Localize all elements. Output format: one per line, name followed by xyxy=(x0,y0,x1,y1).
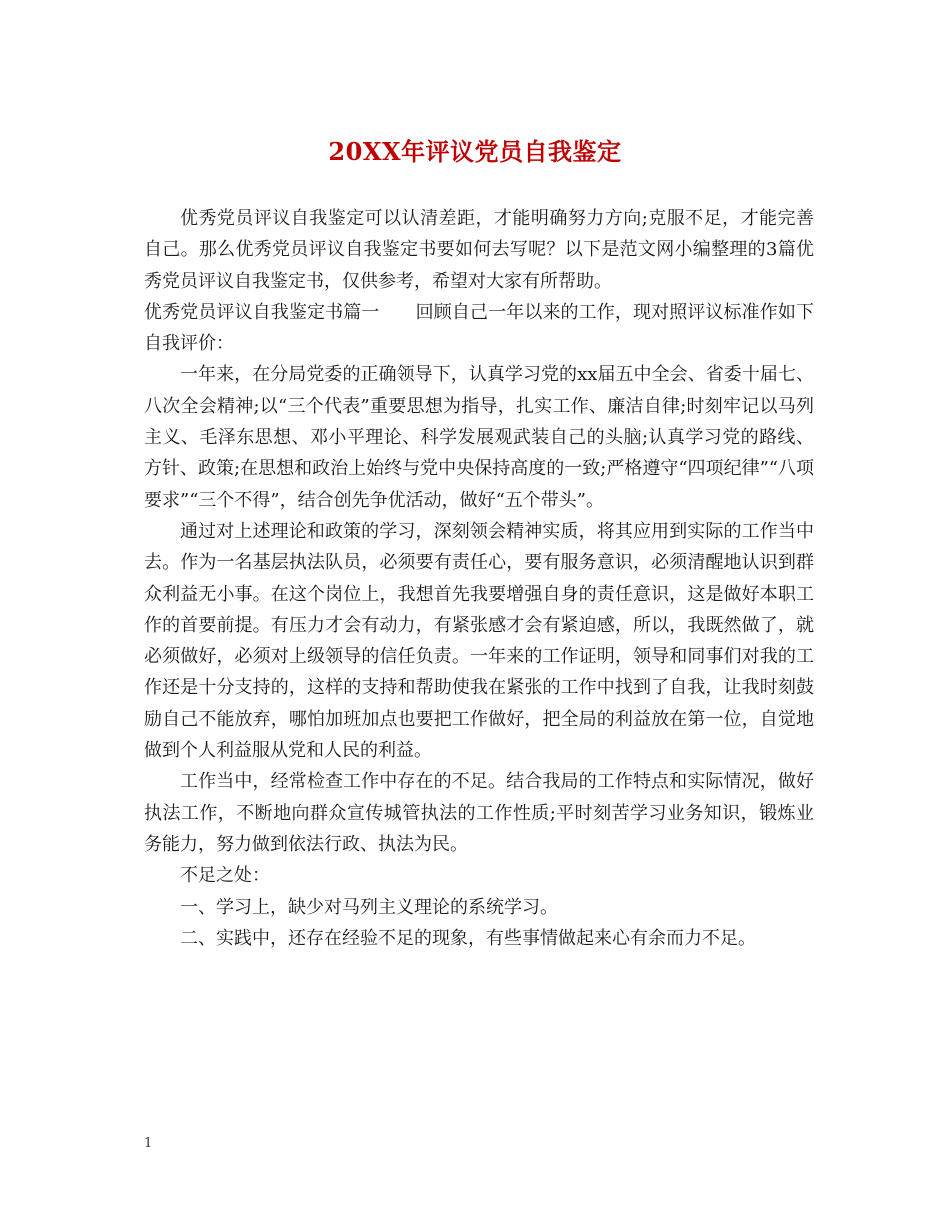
paragraph-study: 一年来，在分局党委的正确领导下，认真学习党的xx届五中全会、省委十届七、八次全会精神;以“三个代表”重要思想为指导，扎实工作、廉洁自律;时刻牢记以马列主义、毛泽东思想、邓小平理论、科学发展观武装自己的头脑;认真学习党的路线、方针、政策;在思想和政治上始终与党中央保持高度的一致;严格遵守“四项纪律”“八项要求”“三个不得”，结合创先争优活动，做好“五个带头”。 xyxy=(144,364,814,511)
paragraph-shortcoming-2: 二、实践中，还存在经验不足的现象，有些事情做起来心有余而力不足。 xyxy=(180,927,756,949)
document-body xyxy=(144,203,814,954)
paragraph-section-heading: 优秀党员评议自我鉴定书篇一 回顾自己一年以来的工作，现对照评议标准作如下自我评价： xyxy=(144,301,814,355)
paragraph-intro: 优秀党员评议自我鉴定可以认清差距，才能明确努力方向;克服不足，才能完善自己。那么优秀党员评议自我鉴定书要如何去写呢？以下是范文网小编整理的3篇优秀党员评议自我鉴定书，仅供参考，希望对大家有所帮助。 xyxy=(144,208,814,292)
page-number: 1 xyxy=(144,1136,153,1151)
document-title: 20XX年评议党员自我鉴定 xyxy=(328,137,622,166)
paragraph-shortcoming-1: 一、学习上，缺少对马列主义理论的系统学习。 xyxy=(180,896,558,918)
paragraph-shortcomings-heading: 不足之处： xyxy=(180,865,270,887)
paragraph-application: 通过对上述理论和政策的学习，深刻领会精神实质，将其应用到实际的工作当中去。作为一名基层执法队员，必须要有责任心，要有服务意识，必须清醒地认识到群众利益无小事。在这个岗位上，我想首先我要增强自身的责任意识，这是做好本职工作的首要前提。有压力才会有动力，有紧张感才会有紧迫感，所以，我既然做了，就必须做好，必须对上级领导的信任负责。一年来的工作证明，领导和同事们对我的工作还是十分支持的，这样的支持和帮助使我在紧张的工作中找到了自我，让我时刻鼓励自己不能放弃，哪怕加班加点也要把工作做好，把全局的利益放在第一位，自觉地做到个人利益服从党和人民的利益。 xyxy=(144,520,814,762)
paragraph-work-review: 工作当中，经常检查工作中存在的不足。结合我局的工作特点和实际情况，做好执法工作，不断地向群众宣传城管执法的工作性质;平时刻苦学习业务知识，锻炼业务能力，努力做到依法行政、执法为民。 xyxy=(144,771,814,855)
